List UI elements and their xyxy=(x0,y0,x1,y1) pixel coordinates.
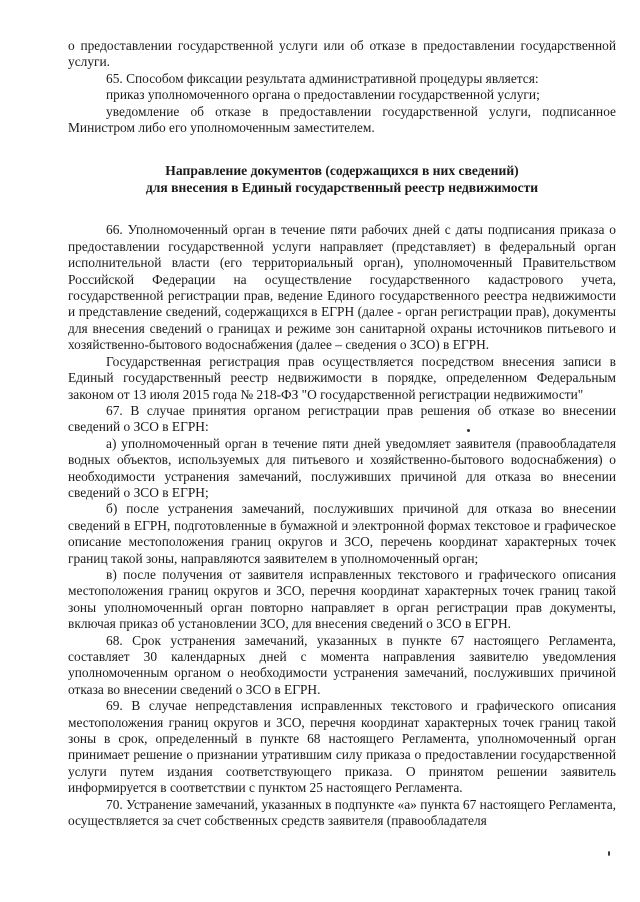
paragraph-67-b: б) после устранения замечаний, послуживших причиной для отказа во внесении сведений в ЕГРН, подготовленные в бумажной и электронной формах текстовое и графическое описание местоположения границ округов и ЗСО, перечень координат характерных точек границ такой зоны, направляются заявителем в уполномоченный орган; xyxy=(68,501,616,566)
paragraph-67-c: в) после получения от заявителя исправленных текстового и графического описания местоположения границ округов и ЗСО, перечня координат характерных точек границ такой зоны уполномоченный орган повторно направляет в орган регистрации прав документы, включая приказ об установлении ЗСО, для внесения сведений о ЗСО в ЕГРН. xyxy=(68,566,616,632)
paragraph-67-intro: 67. В случае принятия органом регистрации прав решения об отказе во внесении сведений о ЗСО в ЕГРН: xyxy=(68,402,616,435)
paragraph-65-item-1: приказ уполномоченного органа о предоставлении государственной услуги; xyxy=(106,87,540,103)
paragraph-70: 70. Устранение замечаний, указанных в подпункте «а» пункта 67 настоящего Регламента, осуществляется за счет собственных средств заявителя (правообладателя xyxy=(68,796,616,829)
paragraph-69: 69. В случае непредставления исправленных текстового и графического описания местоположения границ округов и ЗСО, перечня координат характерных точек границ такой зоны в срок, определенный в пункте 68 настоящего Регламента, уполномоченный орган принимает решение о признании утратившим силу приказа о предоставлении государственной услуги путем издания соответствующего приказа. О принятом решении заявитель информируется в соответствии с пунктом 25 настоящего Регламента. xyxy=(68,698,616,796)
paragraph-65-intro: 65. Способом фиксации результата административной процедуры является: xyxy=(106,70,539,86)
paragraph-continuation: о предоставлении государственной услуги или об отказе в предоставлении государственной услуги. xyxy=(68,38,616,70)
section-heading-line-1: Направление документов (содержащихся в них сведений) xyxy=(165,163,519,179)
scan-speck xyxy=(467,429,470,432)
paragraph-66: 66. Уполномоченный орган в течение пяти рабочих дней с даты подписания приказа о предоставлении государственной услуги направляет (представляет) в федеральный орган исполнительной власти (его территориальный орган), уполномоченный Правительством Российской Федерации на осуществление государственного кадастрового учета, государственной регистрации прав, ведение Единого государственного реестра недвижимости и представление сведений, содержащихся в ЕГРН (далее - орган регистрации прав), документы для внесения сведений о границах и режиме зон санитарной охраны источников питьевого и хозяйственно-бытового водоснабжения (далее – сведения о ЗСО) в ЕГРН. xyxy=(68,222,616,353)
section-heading-line-2: для внесения в Единый государственный реестр недвижимости xyxy=(145,180,539,196)
scan-speck xyxy=(608,851,610,856)
paragraph-65-item-2: уведомление об отказе в предоставлении государственной услуги, подписанное Министром либо его уполномоченным заместителем. xyxy=(68,103,616,136)
paragraph-67-a: а) уполномоченный орган в течение пяти дней уведомляет заявителя (правообладателя водных объектов, используемых для питьевого и хозяйственно-бытового водоснабжения) о необходимости устранения замечаний, послуживших причиной для отказа во внесении сведений о ЗСО в ЕГРН; xyxy=(68,435,616,500)
paragraph-68: 68. Срок устранения замечаний, указанных в пункте 67 настоящего Регламента, составляет 30 календарных дней с момента направления заявителю уведомления уполномоченным органом о необходимости устранения замечаний, послуживших причиной отказа во внесении сведений о ЗСО в ЕГРН. xyxy=(68,632,616,697)
paragraph-66-registration: Государственная регистрация прав осуществляется посредством внесения записи в Единый государственный реестр недвижимости в порядке, определенном Федеральным законом от 13 июля 2015 года № 218-ФЗ "О государственной регистрации недвижимости" xyxy=(68,353,616,402)
document-page xyxy=(68,0,616,829)
